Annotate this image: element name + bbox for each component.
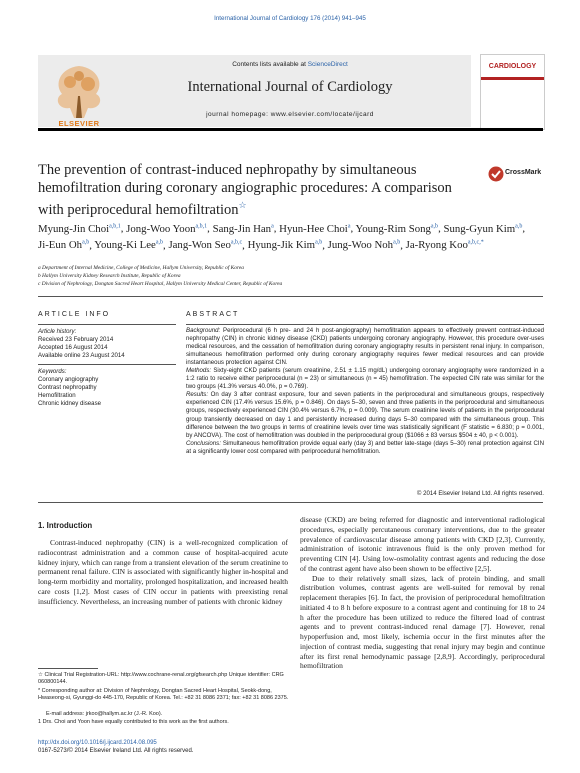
author-name: Ja-Ryong Koo <box>405 239 468 252</box>
author <box>38 223 121 235</box>
author <box>328 239 401 251</box>
author-name: Sung-Gyun Kim <box>443 222 516 235</box>
section-heading: 1. Introduction <box>38 521 93 530</box>
received-date: Received 23 February 2014 <box>38 336 114 343</box>
author-affiliation-mark[interactable]: a,b,c <box>230 239 243 246</box>
crossmark-icon <box>488 166 504 182</box>
issn-line: 0167-5273/© 2014 Elsevier Ireland Ltd. All rights reserved. <box>38 748 194 754</box>
author <box>126 223 207 235</box>
methods-text: Sixty-eight CKD patients (serum creatinine, 2.51 ± 1.15 mg/dL) undergoing coronary angiography were randomized in a 1:2 ratio to receive either periprocedural (n = 23) or simultaneous (n = 45) hemofiltration. The expected CIN rate was similar for the two groups (41.3% versus 40.0%, p = 0.769). <box>186 367 544 391</box>
results-text: On day 3 after contrast exposure, four and seven patients in the periprocedural and simultaneous groups, respectively experienced CIN (17.4% versus 15.6%, p = 0.846). On days 5–30, seven and three patients in the periprocedural and simultaneous groups, respectively experienced CIN (30.4% versus 6.7%, p = 0.009). The serum creatinine levels of patients in the periprocedural group transiently decreased on day 1 and persistently increased during days 5–30 compared with the simultaneous group. This difference between the two groups in terms of creatinine levels over time was statistically significant (F statistic = 6.830; p = 0.001, by ANCOVA). The cost of hemofiltration was doubled in the periprocedural group ($1066 ± 83 versus $504 ± 40, p < 0.001). <box>186 391 544 439</box>
sciencedirect-link[interactable]: ScienceDirect <box>307 61 348 68</box>
keyword: Chronic kidney disease <box>38 400 102 407</box>
author-affiliation-mark[interactable]: a,b <box>515 223 523 229</box>
cover-title: CARDIOLOGY <box>488 63 537 70</box>
author-affiliation-mark[interactable]: a <box>271 223 274 229</box>
keyword: Coronary angiography <box>38 376 99 383</box>
results-label: Results: <box>186 391 209 399</box>
author-name: Jung-Woo Noh <box>327 239 394 252</box>
author-affiliation-mark[interactable]: a,b,1 <box>109 223 121 229</box>
author <box>355 223 438 235</box>
author <box>168 239 242 251</box>
title-footnote-mark[interactable]: ☆ <box>238 200 247 210</box>
journal-name: International Journal of Cardiology <box>187 79 393 95</box>
affiliation-b: b Hallym University Kidney Research Institute, Republic of Korea <box>38 273 181 279</box>
author-affiliation-mark[interactable]: a,b <box>393 239 401 246</box>
affiliation-a: a Department of Internal Medicine, College of Medicine, Hallym University, Republic of Korea <box>38 265 244 271</box>
footnote-equal-contribution: 1 Drs. Choi and Yoon have equally contributed to this work as the first authors. <box>38 719 229 725</box>
affiliation-c: c Division of Nephrology, Dongtan Sacred Heart Hospital, Hallym University Medical Center, Republic of Korea <box>38 281 283 287</box>
keyword: Contrast nephropathy <box>38 384 97 391</box>
doi-link[interactable]: http://dx.doi.org/10.1016/j.ijcard.2014.08.095 <box>38 740 157 746</box>
author-affiliation-mark[interactable]: a,b <box>82 239 90 246</box>
author-affiliation-mark[interactable]: a,b <box>315 239 323 246</box>
divider <box>38 364 176 365</box>
publisher-name: ELSEVIER <box>58 119 100 128</box>
divider <box>186 324 544 325</box>
author <box>279 223 350 235</box>
author-name: Myung-Jin Choi <box>38 222 110 235</box>
author-list: Myung-Jin Choi$^{a,b,1}$, Jong-Woo Yoon$^{a,b,1}$, Sang-Jin Han$^a$, Hyun-Hee Choi$^a$, Young-Rim Song$^{a,b}$, Sung-Gyun Kim$^{a,b}$, Ji-Eun Oh$^{a,b}$, Young-Ki Lee$^{a,b}$, Jang-Won Seo$^{a,b,c}$, Hyung-Jik Kim$^{a,b}$, Jung-Woo Noh$^{a,b}$, Ja-Ryong Koo$^{a,b,c,*}$ <box>38 222 526 252</box>
author <box>38 239 89 251</box>
journal-cover-thumbnail <box>480 54 545 130</box>
keyword: Hemofiltration <box>38 392 76 399</box>
author <box>94 239 163 251</box>
abstract-heading: ABSTRACT <box>186 311 240 318</box>
author-name: Young-Ki Lee <box>94 239 156 252</box>
author-name: Hyung-Jik Kim <box>247 239 316 252</box>
conclusions-text: Simultaneous hemofiltration provide equal early (day 3) and better late-stage (days 5–30) renal protection against CIN at a significantly lower cost compared with periprocedural hemofiltration. <box>186 439 544 455</box>
footnote-corresponding: * Corresponding author at: Division of Nephrology, Dongtan Sacred Heart Hospital, Seokk-dong, Hwaseong-si, Gyunggi-do 445-170, Republic of Korea. Tel.: +82 31 8086 2371; fax: +82 31 8086 2375. <box>38 688 289 701</box>
conclusions-label: Conclusions: <box>186 439 221 447</box>
crossmark-label: CrossMark <box>505 169 542 176</box>
author-affiliation-mark[interactable]: a <box>347 223 351 229</box>
article-info-heading: ARTICLE INFO <box>38 311 111 318</box>
author-affiliation-mark[interactable]: a,b <box>155 239 164 246</box>
author-affiliation-mark[interactable]: a,b,c,* <box>467 239 484 246</box>
keywords-label: Keywords: <box>38 368 67 375</box>
cover-band <box>481 77 544 80</box>
article-title-text: The prevention of contrast-induced nephropathy by simultaneous hemofiltration during coronary angiographic procedures: A comparison with periprocedural hemofiltration <box>38 162 452 218</box>
author <box>248 239 323 251</box>
author-affiliation-mark[interactable]: a,b,1 <box>195 223 208 229</box>
contents-line <box>120 61 460 68</box>
contents-prefix: Contents lists available at <box>232 61 308 68</box>
author-name: Jong-Woo Yoon <box>126 222 196 235</box>
background-text: Periprocedural (6 h pre- and 24 h post-angiography) hemofiltration appears to effectively prevent contrast-induced nephropathy (CIN) in chronic kidney disease (CKD) patients undergoing coronary angiography. However, this procedure over-uses medical resources, and the cessation of hemofiltration during coronary angiography results in persistent renal injury. In comparison, simultaneous hemofiltration performed only during coronary angiography requires fewer medical resources and can provide instantaneous protection against CIN. <box>186 327 544 367</box>
history-label: Article history: <box>38 328 77 335</box>
accepted-date: Accepted 16 August 2014 <box>38 344 108 351</box>
crossmark-badge[interactable] <box>488 166 546 182</box>
footnote-email: E-mail address: jrkoo@hallym.ac.kr (J.-R. Koo). <box>46 711 163 717</box>
keywords <box>38 368 178 408</box>
intro-right-column <box>300 515 545 671</box>
author <box>443 223 522 235</box>
journal-homepage[interactable]: journal homepage: www.elsevier.com/locate/ijcard <box>206 111 374 118</box>
author-name: Ji-Eun Oh <box>38 239 83 252</box>
header-rule <box>38 128 543 131</box>
author-affiliation-mark[interactable]: a,b <box>430 223 439 229</box>
elsevier-tree-logo <box>40 58 118 126</box>
abstract-copyright: © 2014 Elsevier Ireland Ltd. All rights reserved. <box>416 490 544 497</box>
divider <box>38 296 543 297</box>
abstract-body <box>186 327 544 456</box>
author-name: Sang-Jin Han <box>212 222 272 235</box>
article-history <box>38 328 178 360</box>
divider <box>38 502 543 503</box>
doi-block <box>38 739 194 755</box>
footnote-rule <box>38 668 98 669</box>
author-name: Hyun-Hee Choi <box>279 222 348 235</box>
journal-citation[interactable]: International Journal of Cardiology 176 (2014) 941–945 <box>214 15 366 22</box>
divider <box>38 324 176 325</box>
methods-label: Methods: <box>186 367 212 375</box>
background-label: Background: <box>186 327 221 334</box>
intro-paragraph: Due to their relatively small sizes, lack of protein binding, and small distribution volumes, contrast agents are well-suited for removal by renal replacement therapies [6]. In fact, the provision of periprocedural hemofiltration initiated 4 to 8 h before exposure to a contrast agent and continuing for 18 to 24 h after the procedure has been utilized to reduce the filtered load of contrast agents and to prevent contrast-induced renal damage [7]. However, renal hypoperfusion and, most likely, ischemia occur in the first minutes after the injection of contrast media, suggesting that renal injury may begin and continue after its first renal hemodynamic passage [2,8,9]. Accordingly, periprocedural hemofiltration <box>300 573 545 671</box>
article-title <box>38 162 478 219</box>
online-date: Available online 23 August 2014 <box>38 352 125 359</box>
intro-paragraph: Contrast-induced nephropathy (CIN) is a well-recognized complication of radiocontrast administration and a common cause of hospital-acquired acute kidney injury, which can range from a transient elevation of the serum creatinine to permanent renal failure. CIN is associated with significantly higher in-hospital and long-term morbidity and mortality, prolonged hospitalization, and increased health care costs [1,2]. Most cases of CIN occur in patients with preexisting renal insufficiency. Nevertheless, an increasing number of patients with chronic kidney <box>38 538 288 606</box>
author-name: Young-Rim Song <box>355 222 431 235</box>
author <box>213 223 274 235</box>
footnote-trial: ☆ Clinical Trial Registration-URL: http://www.cochrane-renal.org/gfsearch.php Unique identifier: CRG 060800144. <box>38 672 284 685</box>
intro-left-column <box>38 538 288 606</box>
intro-paragraph: disease (CKD) are being referred for diagnostic and interventional radiological procedures, especially percutaneous coronary interventions, due to the greater prevalence of cardiovascular disease among patients with CKD [2,3]. Currently, administration of isotonic intravenous fluid is the only proven method for preventing CIN [4]. Using low-osmolality contrast agents and reducing the dose of the contrast agent have also been shown to be effective [2,5]. <box>300 515 545 573</box>
author <box>406 239 484 251</box>
author-name: Jang-Won Seo <box>168 239 231 252</box>
